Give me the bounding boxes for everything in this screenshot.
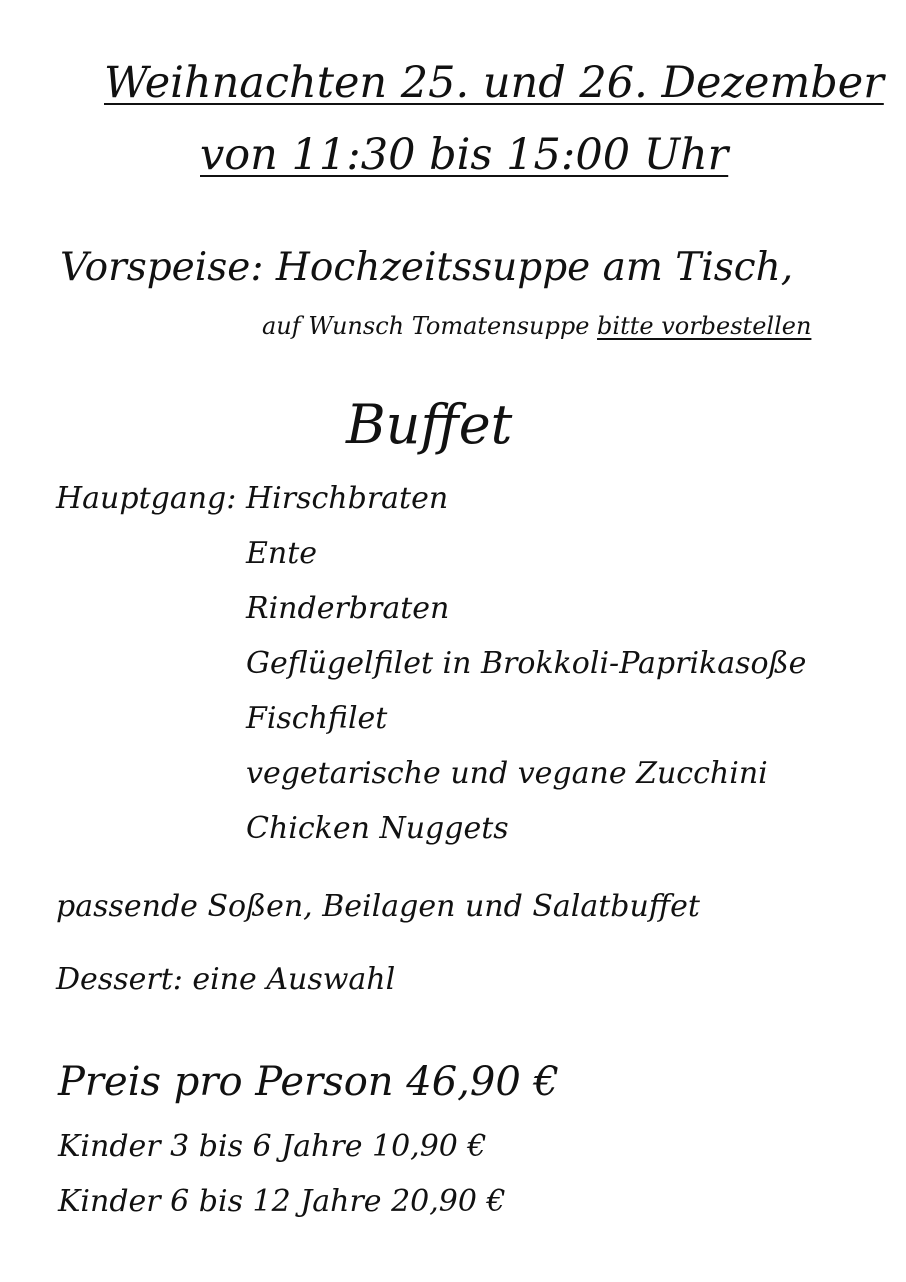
title-line-2: von 11:30 bis 15:00 Uhr xyxy=(200,130,729,180)
sides-line: passende Soßen, Beilagen und Salatbuffet xyxy=(56,889,700,924)
buffet-heading: Buffet xyxy=(346,393,513,456)
main-course-label: Hauptgang: xyxy=(56,481,237,516)
dish-item: Geflügelfilet in Brokkoli-Paprikasoße xyxy=(246,646,807,681)
dish-item: Rinderbraten xyxy=(246,591,450,626)
preorder-note: bitte vorbestellen xyxy=(597,312,812,340)
starter-note-text: auf Wunsch Tomatensuppe xyxy=(262,312,598,340)
child-price-6-12: Kinder 6 bis 12 Jahre 20,90 € xyxy=(58,1184,506,1219)
dish-item: Hirschbraten xyxy=(246,481,449,516)
starter-note xyxy=(262,314,811,338)
dish-item: Chicken Nuggets xyxy=(246,811,509,846)
starter-line: Vorspeise: Hochzeitssuppe am Tisch, xyxy=(60,245,794,290)
child-price-3-6: Kinder 3 bis 6 Jahre 10,90 € xyxy=(58,1129,487,1164)
title-line-1: Weihnachten 25. und 26. Dezember xyxy=(104,58,884,108)
price-per-person: Preis pro Person 46,90 € xyxy=(58,1059,559,1105)
dish-item: Ente xyxy=(246,536,318,571)
dish-item: vegetarische und vegane Zucchini xyxy=(246,756,768,791)
dessert-line: Dessert: eine Auswahl xyxy=(56,962,396,997)
dish-item: Fischfilet xyxy=(246,701,388,736)
